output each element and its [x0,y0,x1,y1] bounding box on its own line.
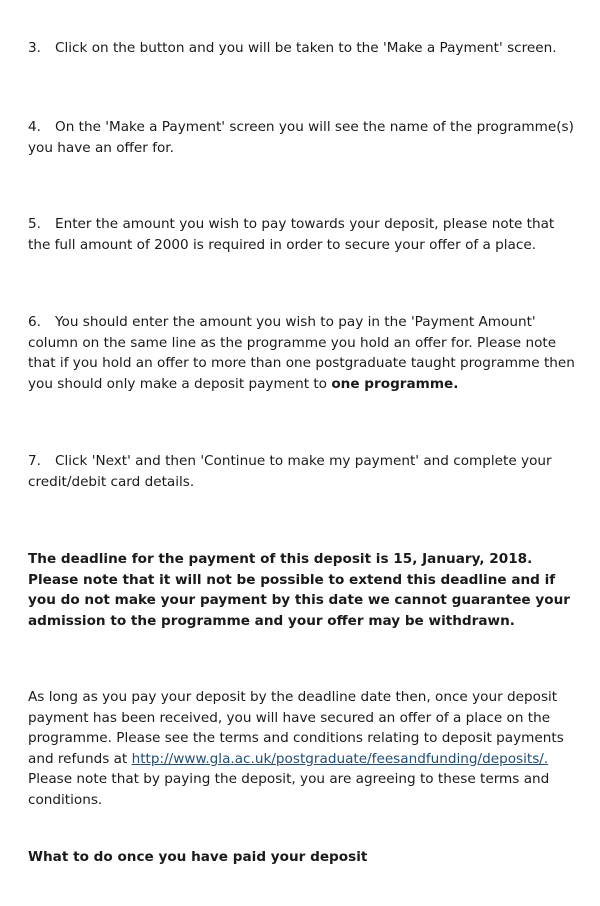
deposits-terms-link[interactable]: http://www.gla.ac.uk/postgraduate/feesandfunding/deposits/. [131,750,549,767]
step-number: 5. [28,216,41,232]
step-text: On the 'Make a Payment' screen you will see the name of the programme(s) you have an offer for. [28,119,574,156]
step-7 [28,451,580,492]
deadline-notice: The deadline for the payment of this deposit is 15, January, 2018. Please note that it will not be possible to extend this deadline and if you do not make your payment by this date we cannot guarantee your admission to the programme and your offer may be withdrawn. [28,551,570,629]
step-number: 4. [28,119,41,135]
info-text-after-link: Please note that by paying the deposit, you are agreeing to these terms and conditions. [28,771,550,808]
step-6 [28,312,580,394]
step-text: You should enter the amount you wish to pay in the 'Payment Amount' column on the same line as the programme you hold an offer for. Please note that if you hold an offer to more than one postgraduate taught programme then you should only make a deposit payment to [28,314,575,392]
step-text: Click on the button and you will be taken to the 'Make a Payment' screen. [55,40,557,56]
step-4 [28,117,580,158]
info-paragraph [28,687,580,810]
step-3 [28,38,580,59]
info-text-before-link: As long as you pay your deposit by the deadline date then, once your deposit payment has been received, you will have secured an offer of a place on the programme. Please see the terms and conditions relating to deposit payments and refunds at [28,689,564,767]
step-5 [28,214,580,255]
step-emphasis: one programme. [331,375,459,392]
step-number: 3. [28,40,41,56]
step-number: 7. [28,453,41,469]
step-text: Enter the amount you wish to pay towards your deposit, please note that the full amount of 2000 is required in order to secure your offer of a place. [28,216,555,253]
step-text: Click 'Next' and then 'Continue to make my payment' and complete your credit/debit card details. [28,453,552,490]
step-number: 6. [28,314,41,330]
section-heading: What to do once you have paid your deposit [28,849,368,865]
